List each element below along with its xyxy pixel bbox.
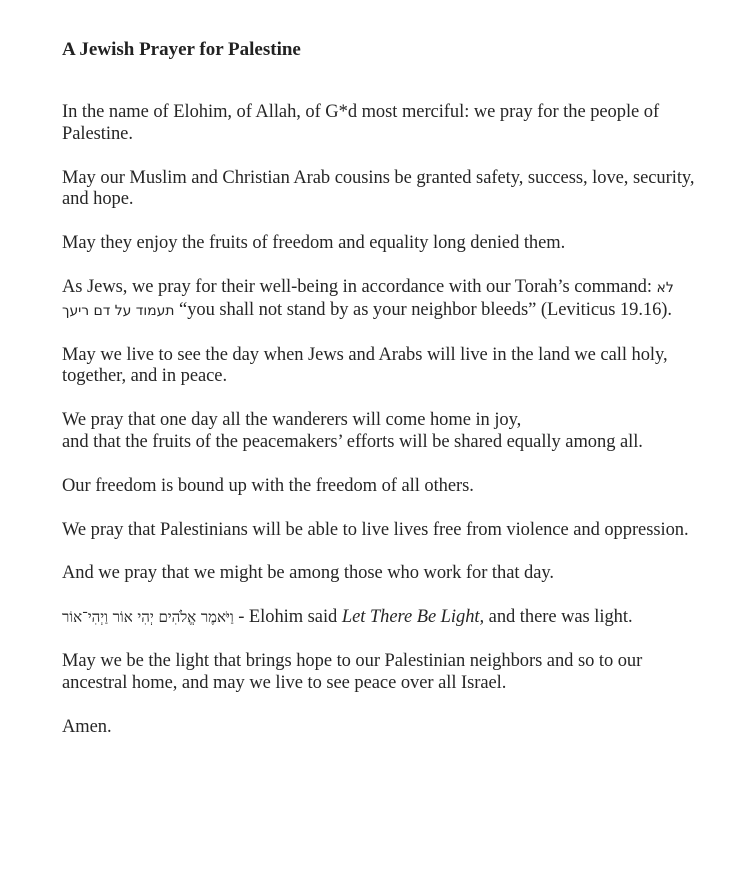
wanderers-line-2: and that the fruits of the peacemakers’ efforts will be shared equally among all. bbox=[62, 431, 643, 452]
prayer-document bbox=[62, 39, 702, 760]
paragraph-cousins: May our Muslim and Christian Arab cousins be granted safety, success, love, security, and hope. bbox=[62, 167, 695, 210]
torah-command-intro: As Jews, we pray for their well-being in accordance with our Torah’s command: bbox=[62, 276, 657, 297]
document-title: A Jewish Prayer for Palestine bbox=[62, 39, 301, 60]
paragraph-free-from-violence: We pray that Palestinians will be able to live lives free from violence and oppression. bbox=[62, 519, 689, 540]
paragraph-work-for-that-day: And we pray that we might be among those who work for that day. bbox=[62, 563, 554, 584]
light-text-italic: Let There Be Light, bbox=[341, 607, 485, 628]
paragraph-let-there-be-light bbox=[62, 607, 702, 629]
light-text-after: and there was light. bbox=[484, 607, 633, 628]
paragraph-bound-freedom: Our freedom is bound up with the freedom of all others. bbox=[62, 475, 474, 496]
paragraph-wanderers bbox=[62, 410, 702, 454]
paragraph-together-in-peace: May we live to see the day when Jews and Arabs will live in the land we call holy, together, and in peace. bbox=[62, 344, 668, 387]
paragraph-invocation: In the name of Elohim, of Allah, of G*d most merciful: we pray for the people of Palestine. bbox=[62, 102, 660, 144]
hebrew-verse-leviticus: לא תעמוד על דם ריעך bbox=[62, 279, 674, 319]
torah-command-translation: “you shall not stand by as your neighbor bleeds” (Leviticus 19.16). bbox=[174, 299, 672, 320]
paragraph-torah-command bbox=[62, 277, 702, 323]
hebrew-verse-genesis: וַיֹּאמֶר אֱלֹהִים יְהִי אוֹר וַיְהִי־אוֹר bbox=[62, 608, 234, 627]
paragraph-amen: Amen. bbox=[62, 716, 112, 737]
paragraph-be-the-light: May we be the light that brings hope to our Palestinian neighbors and so to our ancestral home, and may we live to see peace over all Israel. bbox=[62, 650, 643, 693]
paragraph-freedom-fruits: May they enjoy the fruits of freedom and equality long denied them. bbox=[62, 233, 566, 254]
wanderers-line-1: We pray that one day all the wanderers will come home in joy, bbox=[62, 410, 522, 431]
light-text-before: - Elohim said bbox=[233, 607, 342, 628]
